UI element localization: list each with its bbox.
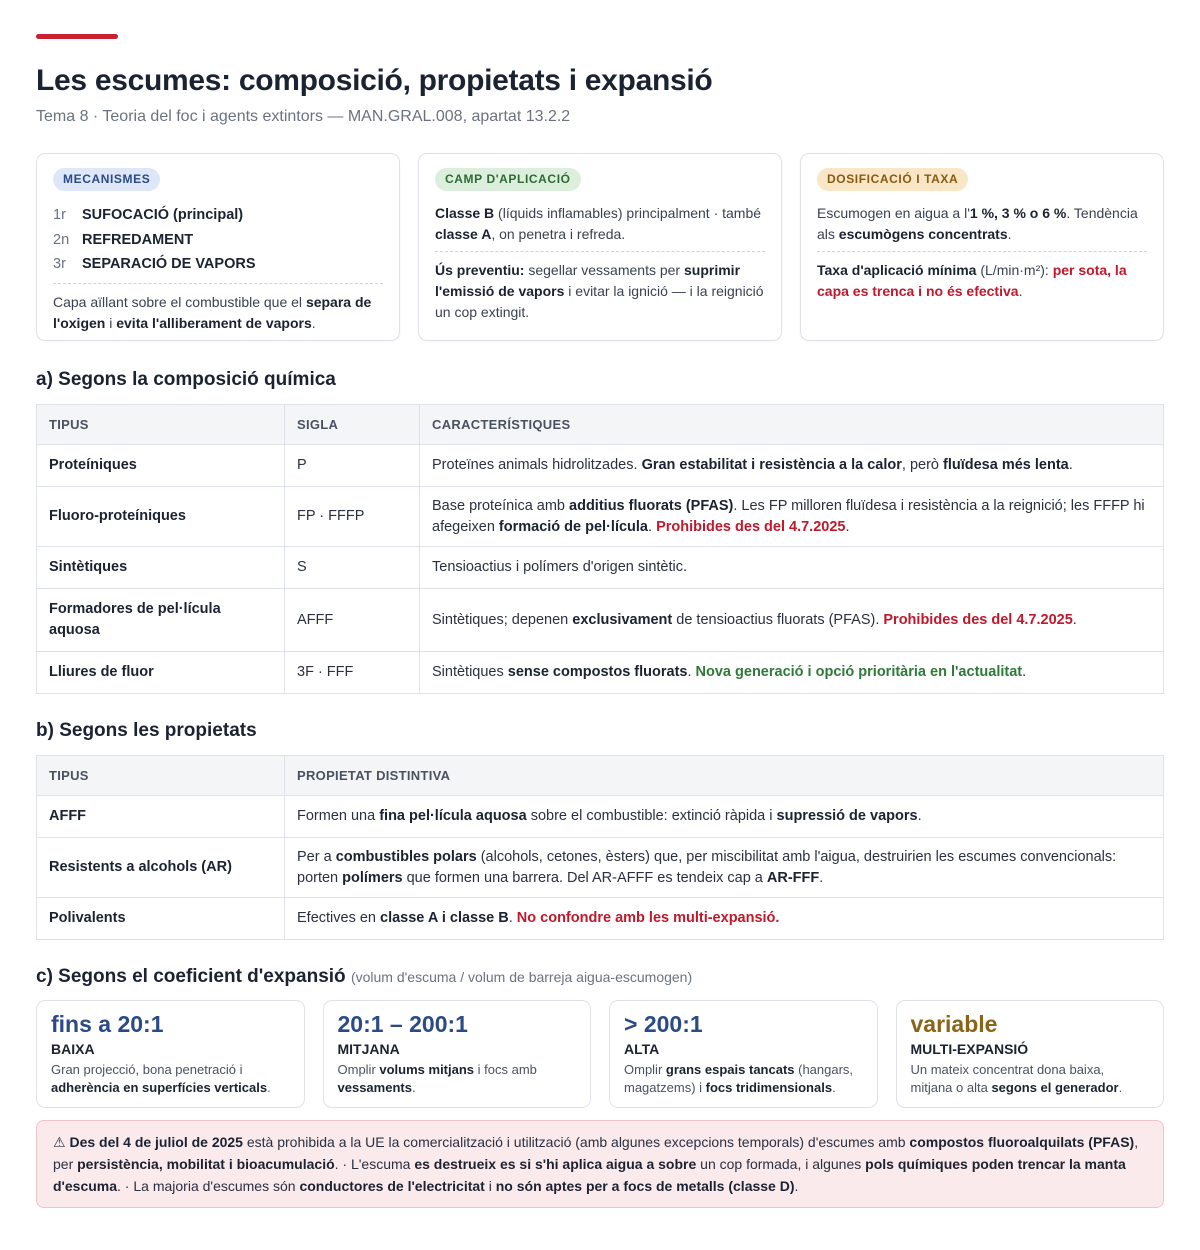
application-rate: Taxa d'aplicació mínima (L/min·m²): per sota, la capa es trenca i no és efectiva. — [817, 262, 1127, 299]
badge-camp-aplicacio: CAMP D'APLICACIÓ — [435, 168, 581, 191]
page — [36, 34, 1164, 1208]
mechanism-label: SEPARACIÓ DE VAPORS — [82, 256, 256, 272]
card-mecanismes — [36, 153, 400, 341]
divider — [435, 251, 765, 252]
cell-tipus: Formadores de pel·lícula aquosa — [37, 589, 285, 652]
mechanism-note: Capa aïllant sobre el combustible que el separa de l'oxigen i evita l'alliberament de vapors. — [53, 293, 372, 331]
cell-sigla: P — [285, 445, 420, 487]
expansion-label: MULTI-EXPANSIÓ — [910, 1041, 1029, 1057]
column-header: TIPUS — [37, 756, 285, 796]
mechanism-list — [53, 203, 383, 277]
expansion-value: > 200:1 — [624, 1011, 703, 1037]
expansion-value: 20:1 – 200:1 — [337, 1011, 468, 1037]
cell-tipus: Polivalents — [37, 898, 285, 940]
mechanism-label: REFREDAMENT — [82, 231, 194, 248]
section-heading-composicio: a) Segons la composició química — [36, 369, 336, 390]
cell-propietat: Efectives en classe A i classe B. No confondre amb les multi-expansió. — [285, 898, 1164, 940]
cell-sigla: S — [285, 547, 420, 589]
cell-caracteristiques: Sintètiques; depenen exclusivament de tensioactius fluorats (PFAS). Prohibides des del 4.7.2025. — [420, 589, 1164, 652]
mechanism-order: 2n — [53, 231, 70, 248]
cell-tipus: Resistents a alcohols (AR) — [37, 838, 285, 898]
expansion-value: variable — [910, 1011, 998, 1037]
preventive-use: Ús preventiu: segellar vessaments per suprimir l'emissió de vapors i evitar la ignició — i la reignició un cop extingit. — [435, 262, 764, 320]
cell-tipus: Sintètiques — [37, 547, 285, 589]
cell-sigla: 3F · FFF — [285, 652, 420, 694]
page-title: Les escumes: composició, propietats i expansió — [36, 64, 713, 97]
table-row — [37, 589, 1164, 652]
column-header: CARACTERÍSTIQUES — [420, 405, 1164, 445]
table-row — [37, 487, 1164, 547]
application-classes: Classe B (líquids inflamables) principalment · també classe A, on penetra i refreda. — [435, 205, 762, 242]
warning-icon: ⚠ — [53, 1134, 66, 1150]
table-header-row — [37, 756, 1164, 796]
card-dosificacio — [800, 153, 1164, 341]
table-row — [37, 652, 1164, 694]
warning-text: Des del 4 de juliol de 2025 està prohibida a la UE la comercialització i utilització (amb algunes excepcions temporals) d'escumes amb compostos fluoroalquilats (PFAS), per persistència, mobilitat i bioacumulació. · L'escuma es destrueix es si s'hi aplica aigua a sobre un cop formada, i algunes pols químiques poden trencar la manta d'escuma. · La majoria d'escumes són conductores de l'electricitat i no són aptes per a focs de metalls (classe D). — [53, 1134, 1139, 1194]
cell-propietat: Per a combustibles polars (alcohols, cetones, èsters) que, per miscibilitat amb l'aigua, destruirien les escumes convencionals: porten polímers que formen una barrera. Del AR-AFFF es tendeix cap a AR-FFF. — [285, 838, 1164, 898]
expansion-label: MITJANA — [337, 1041, 400, 1057]
section-heading-expansio: c) Segons el coeficient d'expansió (volum d'escuma / volum de barreja aigua-escumogen) — [36, 966, 693, 987]
section-heading-propietats: b) Segons les propietats — [36, 720, 257, 741]
pfas-warning — [36, 1120, 1164, 1208]
page-subtitle: Tema 8 · Teoria del foc i agents extintors — MAN.GRAL.008, apartat 13.2.2 — [36, 108, 571, 125]
accent-bar — [36, 34, 118, 39]
table-row — [37, 838, 1164, 898]
column-header: TIPUS — [37, 405, 285, 445]
cell-tipus: Lliures de fluor — [37, 652, 285, 694]
table-row — [37, 796, 1164, 838]
table-row — [37, 898, 1164, 940]
divider — [817, 251, 1147, 252]
badge-mecanismes: MECANISMES — [53, 168, 160, 191]
cell-caracteristiques: Proteïnes animals hidrolitzades. Gran estabilitat i resistència a la calor, però fluïdesa més lenta. — [420, 445, 1164, 487]
cell-sigla: FP · FFFP — [285, 487, 420, 547]
expansion-cards — [36, 1000, 1164, 1108]
table-header-row — [37, 405, 1164, 445]
expansion-card — [36, 1000, 305, 1108]
column-header: PROPIETAT DISTINTIVA — [285, 756, 1164, 796]
table-row — [37, 445, 1164, 487]
mechanism-order: 3r — [53, 256, 66, 272]
expansion-label: BAIXA — [51, 1041, 95, 1057]
cell-caracteristiques: Tensioactius i polímers d'origen sintètic. — [420, 547, 1164, 589]
expansion-label: ALTA — [624, 1041, 660, 1057]
section-heading-note: (volum d'escuma / volum de barreja aigua-escumogen) — [350, 969, 693, 985]
mechanism-order: 1r — [53, 207, 66, 223]
badge-dosificacio: DOSIFICACIÓ I TAXA — [817, 168, 968, 191]
mechanism-item — [53, 228, 383, 253]
cell-propietat: Formen una fina pel·lícula aquosa sobre el combustible: extinció ràpida i supressió de vapors. — [285, 796, 1164, 838]
summary-cards — [36, 153, 1164, 341]
column-header: SIGLA — [285, 405, 420, 445]
divider — [53, 283, 383, 284]
expansion-value: fins a 20:1 — [51, 1011, 164, 1037]
cell-tipus: Proteíniques — [37, 445, 285, 487]
expansion-card — [896, 1000, 1165, 1108]
cell-sigla: AFFF — [285, 589, 420, 652]
cell-caracteristiques: Base proteínica amb additius fluorats (PFAS). Les FP milloren fluïdesa i resistència a la reignició; les FFFP hi afegeixen formació de pel·lícula. Prohibides des del 4.7.2025. — [420, 487, 1164, 547]
cell-tipus: Fluoro-proteíniques — [37, 487, 285, 547]
cell-tipus: AFFF — [37, 796, 285, 838]
composition-table — [36, 404, 1164, 694]
dosage-text: Escumogen en aigua a l'1 %, 3 % o 6 %. Tendència als escumògens concentrats. — [817, 205, 1138, 242]
properties-table — [36, 755, 1164, 940]
mechanism-item — [53, 203, 383, 228]
mechanism-item — [53, 252, 383, 277]
table-row — [37, 547, 1164, 589]
expansion-description: Gran projecció, bona penetració i adherència en superfícies verticals. — [51, 1062, 271, 1095]
cell-caracteristiques: Sintètiques sense compostos fluorats. Nova generació i opció prioritària en l'actualitat. — [420, 652, 1164, 694]
expansion-description: Omplir volums mitjans i focs amb vessaments. — [337, 1062, 537, 1095]
expansion-description: Omplir grans espais tancats (hangars, magatzems) i focs tridimensionals. — [624, 1062, 854, 1095]
mechanism-label: SUFOCACIÓ (principal) — [82, 207, 244, 223]
expansion-card — [609, 1000, 878, 1108]
expansion-description: Un mateix concentrat dona baixa, mitjana o alta segons el generador. — [910, 1062, 1123, 1095]
expansion-card — [323, 1000, 592, 1108]
card-camp-aplicacio — [418, 153, 782, 341]
